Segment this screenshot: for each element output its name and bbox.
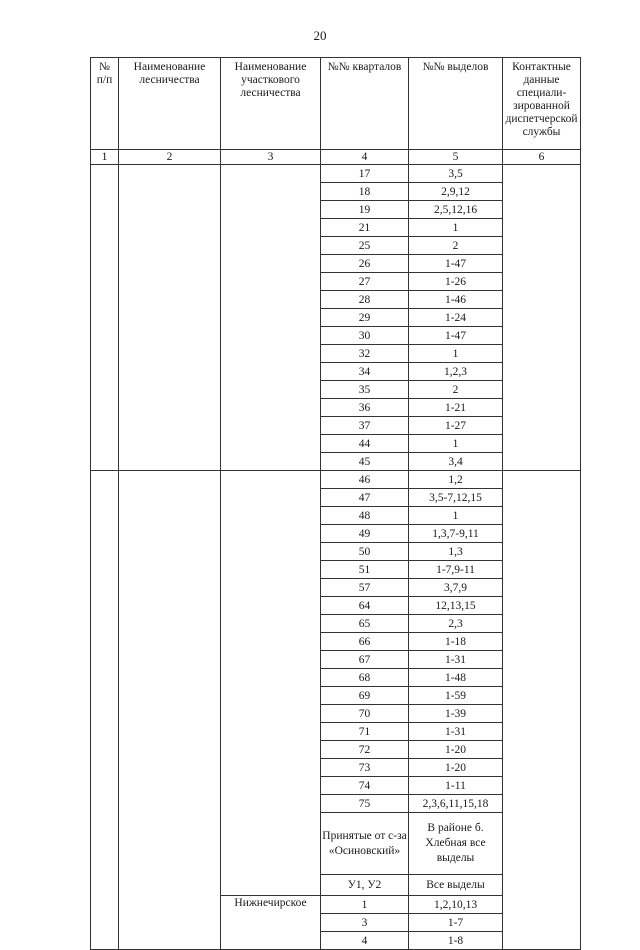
quarter-cell: 74 xyxy=(321,777,409,795)
header-cell: №№ выделов xyxy=(409,58,503,150)
empty-cell xyxy=(119,165,221,471)
allotment-cell: 3,7,9 xyxy=(409,579,503,597)
quarter-cell: 46 xyxy=(321,471,409,489)
column-number: 3 xyxy=(221,150,321,165)
quarter-cell: 29 xyxy=(321,309,409,327)
quarter-cell: 26 xyxy=(321,255,409,273)
quarter-cell: 49 xyxy=(321,525,409,543)
quarter-cell: 44 xyxy=(321,435,409,453)
allotment-cell: 12,13,15 xyxy=(409,597,503,615)
quarter-cell: 25 xyxy=(321,237,409,255)
allotment-cell: 1-11 xyxy=(409,777,503,795)
allotment-cell: 1-31 xyxy=(409,651,503,669)
allotment-cell: 2 xyxy=(409,381,503,399)
quarter-cell: 3 xyxy=(321,914,409,932)
allotment-cell: 1,2,10,13 xyxy=(409,896,503,914)
allotment-cell: 1-21 xyxy=(409,399,503,417)
quarter-cell: 66 xyxy=(321,633,409,651)
quarter-cell: 65 xyxy=(321,615,409,633)
allotment-cell: 2,9,12 xyxy=(409,183,503,201)
header-cell: № п/п xyxy=(91,58,119,150)
quarter-cell: 75 xyxy=(321,795,409,813)
allotment-cell: 1,3 xyxy=(409,543,503,561)
quarter-cell: 47 xyxy=(321,489,409,507)
quarter-cell: 69 xyxy=(321,687,409,705)
quarter-cell: 34 xyxy=(321,363,409,381)
quarter-cell: 72 xyxy=(321,741,409,759)
allotment-cell: 1-27 xyxy=(409,417,503,435)
quarter-cell: 21 xyxy=(321,219,409,237)
allotment-cell: 1 xyxy=(409,345,503,363)
quarter-cell: 4 xyxy=(321,932,409,950)
page-number: 20 xyxy=(313,28,327,43)
allotment-cell: 1 xyxy=(409,507,503,525)
forestry-table xyxy=(90,57,581,950)
allotment-cell: 1-26 xyxy=(409,273,503,291)
quarter-cell: Принятые от с-за «Осиновский» xyxy=(321,813,409,875)
quarter-cell: 28 xyxy=(321,291,409,309)
column-number-row xyxy=(91,150,581,165)
table-row xyxy=(91,471,581,489)
allotment-cell: 1-59 xyxy=(409,687,503,705)
allotment-cell: 1-8 xyxy=(409,932,503,950)
header-cell: Наименование лесничества xyxy=(119,58,221,150)
table-body xyxy=(91,150,581,950)
quarter-cell: 50 xyxy=(321,543,409,561)
column-number: 2 xyxy=(119,150,221,165)
allotment-cell: 1 xyxy=(409,435,503,453)
quarter-cell: 19 xyxy=(321,201,409,219)
quarter-cell: 1 xyxy=(321,896,409,914)
allotment-cell: 1-46 xyxy=(409,291,503,309)
column-number: 4 xyxy=(321,150,409,165)
quarter-cell: 45 xyxy=(321,453,409,471)
allotment-cell: 1-39 xyxy=(409,705,503,723)
quarter-cell: 17 xyxy=(321,165,409,183)
allotment-cell: 1-31 xyxy=(409,723,503,741)
allotment-cell: 3,4 xyxy=(409,453,503,471)
allotment-cell: 2,5,12,16 xyxy=(409,201,503,219)
quarter-cell: 71 xyxy=(321,723,409,741)
quarter-cell: 30 xyxy=(321,327,409,345)
allotment-cell: 1-18 xyxy=(409,633,503,651)
quarter-cell: 57 xyxy=(321,579,409,597)
allotment-cell: 1-7,9-11 xyxy=(409,561,503,579)
quarter-cell: 27 xyxy=(321,273,409,291)
quarter-cell: 48 xyxy=(321,507,409,525)
allotment-cell: 2,3 xyxy=(409,615,503,633)
empty-cell xyxy=(119,471,221,950)
column-number: 6 xyxy=(503,150,581,165)
district-name-cell: Нижнечирское xyxy=(221,896,321,950)
allotment-cell: 3,5-7,12,15 xyxy=(409,489,503,507)
quarter-cell: 35 xyxy=(321,381,409,399)
quarter-cell: У1, У2 xyxy=(321,875,409,896)
empty-cell xyxy=(503,165,581,471)
header-row xyxy=(91,58,581,150)
allotment-cell: 1-7 xyxy=(409,914,503,932)
allotment-cell: 1-47 xyxy=(409,255,503,273)
quarter-cell: 36 xyxy=(321,399,409,417)
header-cell: №№ кварталов xyxy=(321,58,409,150)
quarter-cell: 70 xyxy=(321,705,409,723)
header-cell: Контактные данные специали-зированной диспетчерской службы xyxy=(503,58,581,150)
quarter-cell: 37 xyxy=(321,417,409,435)
allotment-cell: 1,2 xyxy=(409,471,503,489)
allotment-cell: 2,3,6,11,15,18 xyxy=(409,795,503,813)
quarter-cell: 18 xyxy=(321,183,409,201)
quarter-cell: 67 xyxy=(321,651,409,669)
empty-cell xyxy=(503,471,581,950)
allotment-cell: 1,3,7-9,11 xyxy=(409,525,503,543)
quarter-cell: 32 xyxy=(321,345,409,363)
table-row xyxy=(91,165,581,183)
empty-cell xyxy=(91,471,119,950)
allotment-cell: 1-20 xyxy=(409,759,503,777)
quarter-cell: 68 xyxy=(321,669,409,687)
header-cell: Наименование участкового лесничества xyxy=(221,58,321,150)
column-number: 5 xyxy=(409,150,503,165)
allotment-cell: 1,2,3 xyxy=(409,363,503,381)
allotment-cell: 1 xyxy=(409,219,503,237)
allotment-cell: 1-24 xyxy=(409,309,503,327)
quarter-cell: 64 xyxy=(321,597,409,615)
empty-cell xyxy=(221,471,321,896)
column-number: 1 xyxy=(91,150,119,165)
allotment-cell: Все выделы xyxy=(409,875,503,896)
empty-cell xyxy=(91,165,119,471)
allotment-cell: 1-20 xyxy=(409,741,503,759)
allotment-cell: 1-47 xyxy=(409,327,503,345)
allotment-cell: 2 xyxy=(409,237,503,255)
allotment-cell: В районе б. Хлебная все выделы xyxy=(409,813,503,875)
quarter-cell: 51 xyxy=(321,561,409,579)
empty-cell xyxy=(221,165,321,471)
allotment-cell: 1-48 xyxy=(409,669,503,687)
allotment-cell: 3,5 xyxy=(409,165,503,183)
quarter-cell: 73 xyxy=(321,759,409,777)
